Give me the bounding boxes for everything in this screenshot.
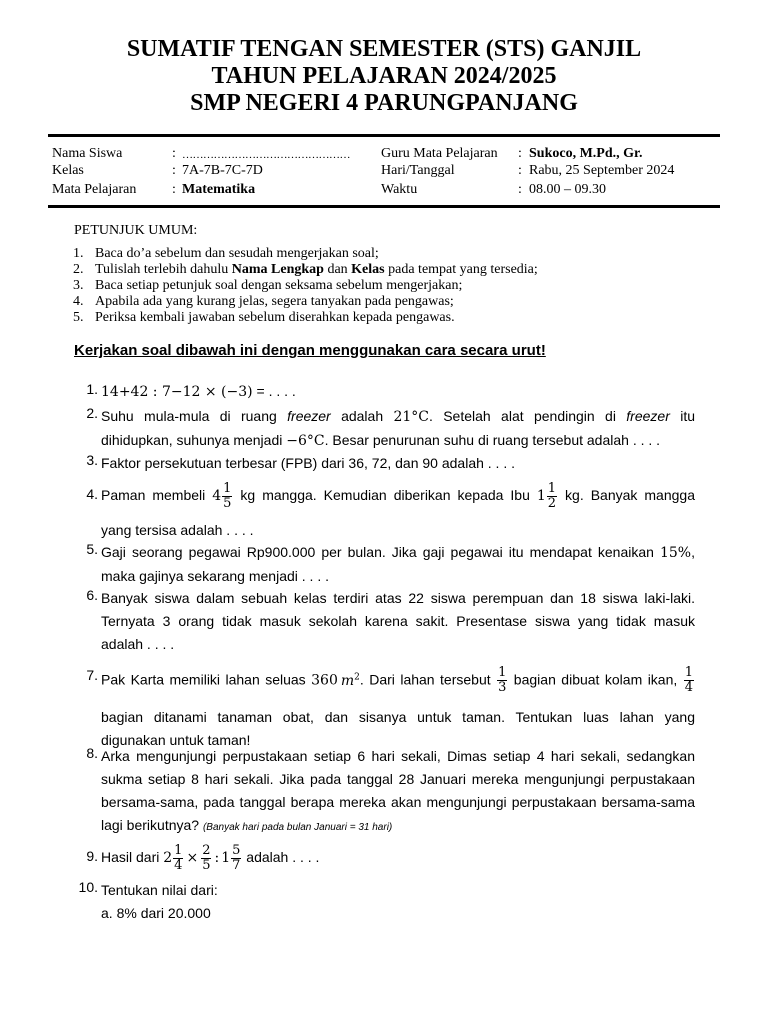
instruction-item: 3. Baca setiap petunjuk soal dengan seksama sebelum mengerjakan;	[73, 278, 463, 293]
work-instruction: Kerjakan soal dibawah ini dengan menggunakan cara secara urut!	[74, 342, 546, 359]
academic-year: TAHUN PELAJARAN 2024/2025	[211, 63, 557, 89]
day-date-label: Hari/Tanggal	[381, 163, 455, 178]
school-name: SMP NEGERI 4 PARUNGPANJANG	[190, 90, 578, 116]
teacher-name: Sukoco, M.Pd., Gr.	[529, 146, 643, 161]
instruction-item: 1. Baca do’a sebelum dan sesudah mengerjakan soal;	[73, 246, 379, 261]
exam-header	[0, 36, 768, 117]
time-label: Waktu	[381, 182, 418, 197]
instruction-item: 2. Tulislah terlebih dahulu Nama Lengkap dan Kelas pada tempat yang tersedia;	[73, 262, 538, 277]
instruction-item: 5. Periksa kembali jawaban sebelum diserahkan kepada pengawas.	[73, 310, 455, 325]
teacher-label: Guru Mata Pelajaran	[381, 146, 498, 161]
subject-value: Matematika	[182, 182, 256, 197]
time-value: 08.00 – 09.30	[529, 182, 606, 197]
subject-label: Mata Pelajaran	[52, 182, 137, 197]
bottom-divider	[48, 205, 720, 208]
class-value: 7A-7B-7C-7D	[182, 163, 263, 178]
january-days-note: (Banyak hari pada bulan Januari = 31 hari)	[202, 822, 393, 833]
exam-title: SUMATIF TENGAN SEMESTER (STS) GANJIL	[126, 36, 642, 62]
top-divider	[48, 134, 720, 137]
q1-expression: 14+42 : 7−12 × (−3)	[101, 384, 253, 400]
instructions-heading: PETUNJUK UMUM:	[74, 223, 198, 238]
day-date-value: Rabu, 25 September 2024	[529, 163, 675, 178]
class-label: Kelas	[52, 163, 84, 178]
general-instructions	[74, 223, 538, 326]
name-label: Nama Siswa	[52, 146, 123, 161]
instruction-item: 4. Apabila ada yang kurang jelas, segera tanyakan pada pengawas;	[73, 294, 454, 309]
name-blank: …………………………………………	[182, 149, 350, 161]
question-10a: a. 8% dari 20.000	[101, 905, 211, 921]
